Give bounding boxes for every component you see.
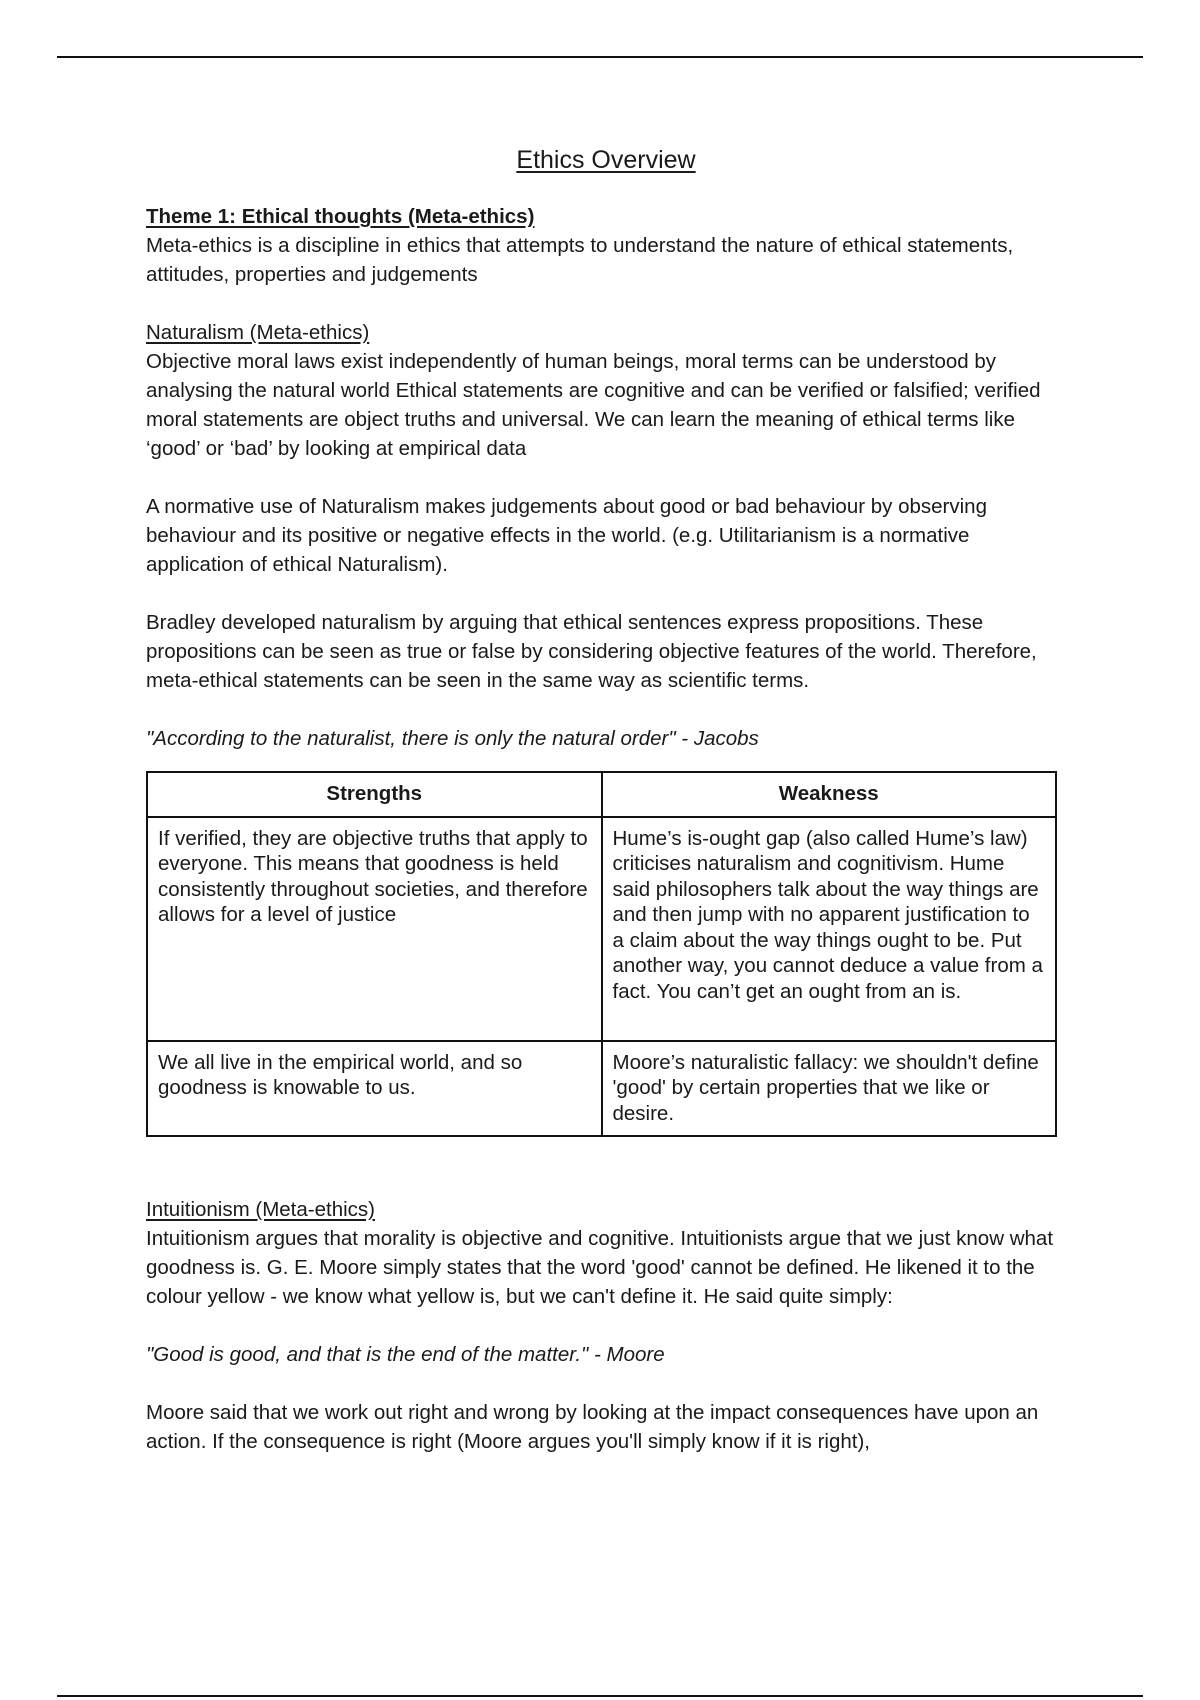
- spacer: [146, 695, 1066, 724]
- spacer: [146, 1369, 1066, 1398]
- table-cell-weakness: Hume’s is-ought gap (also called Hume’s law) criticises naturalism and cognitivism. Hume said philosophers talk about the way things are and then jump with no apparent justification to a claim about the way things ought to be. Put another way, you cannot deduce a value from a fact. You can’t get an ought from an is.: [602, 817, 1057, 1041]
- table-row: [147, 817, 1056, 1041]
- table-cell-strength: If verified, they are objective truths that apply to everyone. This means that goodness is held consistently throughout societies, and therefore allows for a level of justice: [147, 817, 602, 1041]
- naturalism-paragraph-3: Bradley developed naturalism by arguing that ethical sentences express propositions. These propositions can be seen as true or false by considering objective features of the world. Therefore, meta-ethical statements can be seen in the same way as scientific terms.: [146, 611, 1037, 692]
- spacer: [146, 289, 1066, 318]
- spacer: [146, 579, 1066, 608]
- intuitionism-paragraph-1: Intuitionism argues that morality is objective and cognitive. Intuitionists argue that we just know what goodness is. G. E. Moore simply states that the word 'good' cannot be defined. He likened it to the colour yellow - we know what yellow is, but we can't define it. He said quite simply:: [146, 1227, 1054, 1308]
- spacer: [146, 1137, 1066, 1195]
- naturalism-paragraph-1: Objective moral laws exist independently of human beings, moral terms can be understood by analysing the natural world Ethical statements are cognitive and can be verified or falsified; verified moral statements are object truths and universal. We can learn the meaning of ethical terms like ‘good’ or ‘bad’ by looking at empirical data: [146, 350, 1041, 460]
- naturalism-heading: Naturalism (Meta-ethics): [146, 321, 370, 344]
- bottom-rule: [57, 1695, 1143, 1697]
- strengths-weakness-table: [146, 771, 1057, 1137]
- table-header-strengths: Strengths: [147, 772, 602, 817]
- document-body: [146, 143, 1066, 1456]
- intuitionism-quote: "Good is good, and that is the end of the matter." - Moore: [146, 1343, 665, 1366]
- theme-heading: Theme 1: Ethical thoughts (Meta-ethics): [146, 205, 535, 228]
- naturalism-quote: "According to the naturalist, there is only the natural order" - Jacobs: [146, 727, 759, 750]
- top-rule: [57, 56, 1143, 58]
- page-title: Ethics Overview: [516, 146, 696, 174]
- naturalism-paragraph-2: A normative use of Naturalism makes judgements about good or bad behaviour by observing behaviour and its positive or negative effects in the world. (e.g. Utilitarianism is a normative application of ethical Naturalism).: [146, 495, 987, 576]
- intuitionism-heading: Intuitionism (Meta-ethics): [146, 1198, 375, 1221]
- spacer: [146, 463, 1066, 492]
- table-cell-weakness: Moore’s naturalistic fallacy: we shouldn't define 'good' by certain properties that we like or desire.: [602, 1041, 1057, 1137]
- theme-intro: Meta-ethics is a discipline in ethics that attempts to understand the nature of ethical statements, attitudes, properties and judgements: [146, 234, 1014, 286]
- table-header-weakness: Weakness: [602, 772, 1057, 817]
- intuitionism-paragraph-2: Moore said that we work out right and wrong by looking at the impact consequences have upon an action. If the consequence is right (Moore argues you'll simply know if it is right),: [146, 1401, 1039, 1453]
- table-cell-strength: We all live in the empirical world, and so goodness is knowable to us.: [147, 1041, 602, 1137]
- table-header-row: [147, 772, 1056, 817]
- spacer: [146, 1311, 1066, 1340]
- table-row: [147, 1041, 1056, 1137]
